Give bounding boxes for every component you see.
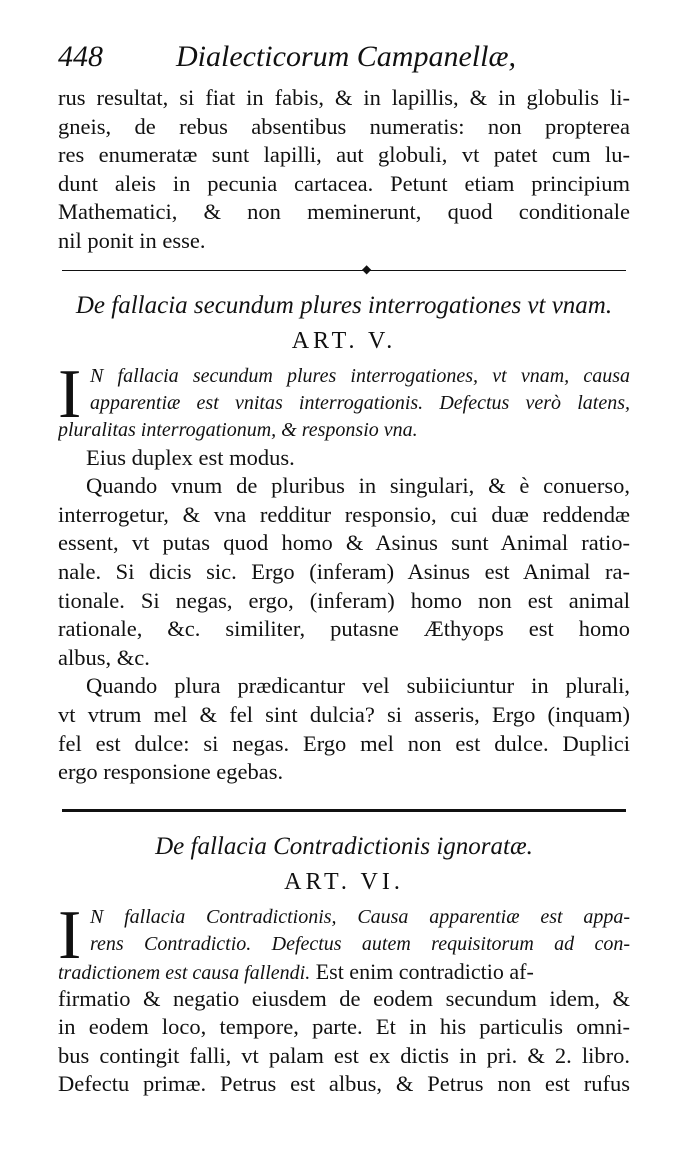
section-heading: De fallacia secundum plures interrogationes vt vnam. [75,291,613,319]
drop-cap: I [58,896,82,974]
book-page [58,40,630,1099]
section-divider [62,261,626,276]
italic-line: rens Contradictio. Defectus autem requisitorum ad con- [90,932,630,955]
italic-line: pluralitas interrogationum, & responsio vna. [58,418,418,441]
text-line: dunt aleis in pecunia cartacea. Petunt etiam principium [58,170,630,196]
section-body [58,985,630,1099]
text-line: Quando plura prædicantur vel subiiciuntur in plurali, [86,673,630,699]
text-line: in eodem loco, tempore, parte. Et in his particulis omni- [58,1014,630,1040]
italic-line: N fallacia secundum plures interrogationes, vt vnam, causa [90,364,630,387]
italic-line: N fallacia Contradictionis, Causa apparentiæ est appa- [90,905,630,928]
text-line: vt vtrum mel & fel sint dulcia? si asseris, Ergo (inquam) [58,701,630,727]
text-line: Mathematici, & non meminerunt, quod conditionale [58,199,630,225]
section-body [58,444,630,787]
text-line: Eius duplex est modus. [86,444,295,470]
text-line: gneis, de rebus absentibus numeratis: non propterea [58,113,630,139]
text-line: ergo responsione egebas. [58,759,284,785]
section-divider [62,809,626,812]
text-line: essent, vt putas quod homo & Asinus sunt Animal ratio- [58,530,630,556]
text-line: Defectu primæ. Petrus est albus, & Petrus non est rufus [58,1071,630,1097]
text-line: tionale. Si negas, ergo, (inferam) homo non est animal [58,587,630,613]
article-number: ART. VI. [284,868,404,895]
section-heading: De fallacia Contradictionis ignoratæ. [155,832,533,860]
text-line: firmatio & negatio eiusdem de eodem secundum idem, & [58,985,630,1011]
intro-paragraph [58,84,630,256]
section-paragraph [58,896,630,985]
text-line: rus resultat, si fiat in fabis, & in lapillis, & in globulis li- [58,85,630,110]
text-line: albus, &c. [58,644,150,670]
text-line: interrogetur, & vna redditur responsio, cui duæ reddendæ [58,501,630,527]
text-line: nale. Si dicis sic. Ergo (inferam) Asinus est Animal ra- [58,558,630,584]
section-paragraph [58,355,630,444]
text-line: rationale, &c. similiter, putasne Æthyops est homo [58,616,630,642]
page-header [58,40,630,84]
italic-text: tradictionem est causa fallendi. [58,961,311,984]
text-line: fel est dulce: si negas. Ergo mel non est dulce. Duplici [58,730,630,756]
roman-text: Est enim contradictio af- [310,958,534,984]
italic-line [58,958,630,985]
italic-line: apparentiæ est vnitas interrogationis. Defectus verò latens, [90,391,630,414]
text-line: nil ponit in esse. [58,227,206,253]
text-line: Quando vnum de pluribus in singulari, & è conuerso, [86,473,630,499]
running-head: Dialecticorum Campanellæ, [176,40,516,73]
text-line: res enumeratæ sunt lapilli, aut globuli, vt patet cum lu- [58,142,630,168]
divider-ornament: ◆ [362,261,372,276]
text-line: bus contingit falli, vt palam est ex dictis in pri. & 2. libro. [58,1042,630,1068]
drop-cap: I [58,355,82,433]
article-number: ART. V. [291,327,397,354]
page-number: 448 [58,40,103,73]
